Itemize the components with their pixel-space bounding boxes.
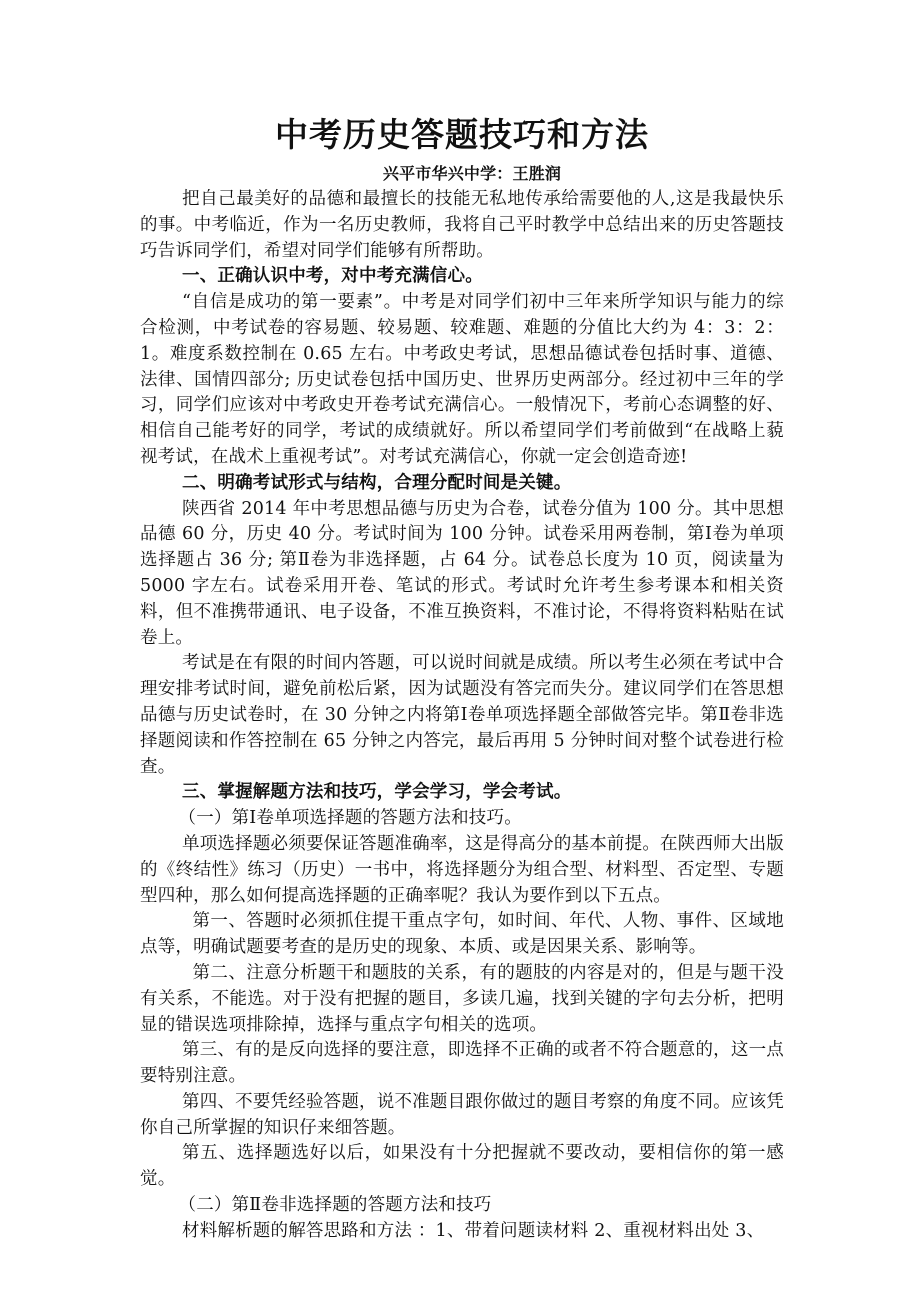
document-title: 中考历史答题技巧和方法: [275, 115, 649, 154]
intro-paragraph: 把自己最美好的品德和最擅长的技能无私地传承给需要他的人,这是我最快乐的事。中考临近，作为一名历史教师，我将自己平时教学中总结出来的历史答题技巧告诉同学们，希望对同学们能够有所帮助。: [140, 189, 784, 261]
section-3-subheading-1: （一）第Ⅰ卷单项选择题的答题方法和技巧。: [178, 808, 522, 829]
tip-5: 第五、选择题选好以后，如果没有十分把握就不要改动，要相信你的第一感觉。: [140, 1143, 784, 1190]
section-3-subheading-2: （二）第Ⅱ卷非选择题的答题方法和技巧: [178, 1195, 492, 1216]
section-2-paragraph-1: 陕西省 2014 年中考思想品德与历史为合卷，试卷分值为 100 分。其中思想品德 60 分，历史 40 分。考试时间为 100 分钟。试卷采用两卷制，第Ⅰ卷为单项选择题占 36 分; 第Ⅱ卷为非选择题，占 64 分。试卷总长度为 10 页，阅读量为 5000 字左右。试卷采用开卷、笔试的形式。考试时允许考生参考课本和相关资料，但不准携带通讯、电子设备，不准互换资料，不准讨论，不得将资料粘贴在试卷上。: [140, 498, 784, 648]
section-3-paragraph-2: 材料解析题的解答思路和方法 ：1、带着问题读材料 2、重视材料出处 3、: [182, 1220, 765, 1241]
section-2-heading: 二、明确考试形式与结构，合理分配时间是关键。: [182, 472, 572, 493]
section-1-paragraph: “自信是成功的第一要素”。中考是对同学们初中三年来所学知识与能力的综合检测，中考试卷的容易题、较易题、较难题、难题的分值比大约为 4：3：2：1。难度系数控制在 0.65 左右。中考政史考试，思想品德试卷包括时事、道德、法律、国情四部分; 历史试卷包括中国历史、世界历史两部分。经过初中三年的学习，同学们应该对中考政史开卷考试充满信心。一般情况下，考前心态调整的好、相信自己能考好的同学，考试的成绩就好。所以希望同学们考前做到“在战略上藐视考试，在战术上重视考试”。对考试充满信心，你就一定会创造奇迹!: [140, 292, 784, 467]
tip-3: 第三、有的是反向选择的要注意，即选择不正确的或者不符合题意的，这一点要特别注意。: [140, 1040, 784, 1087]
tip-2: 第二、注意分析题干和题肢的关系，有的题肢的内容是对的，但是与题干没有关系，不能选。对于没有把握的题目，多读几遍，找到关键的字句去分析，把明显的错误选项排除掉，选择与重点字句相关的选项。: [140, 962, 784, 1035]
section-3-heading: 三、掌握解题方法和技巧，学会学习，学会考试。: [182, 782, 572, 803]
section-1-heading: 一、正确认识中考，对中考充满信心。: [182, 266, 483, 287]
section-3-paragraph-1: 单项选择题必须要保证答题准确率，这是得高分的基本前提。在陕西师大出版的《终结性》练习（历史）一书中，将选择题分为组合型、材料型、否定型、专题型四种，那么如何提高选择题的正确率呢？我认为要作到以下五点。: [140, 833, 784, 906]
author-byline: 兴平市华兴中学：王胜润: [382, 164, 562, 183]
document-page: [140, 112, 784, 1245]
section-2-paragraph-2: 考试是在有限的时间内答题，可以说时间就是成绩。所以考生必须在考试中合理安排考试时间，避免前松后紧，因为试题没有答完而失分。建议同学们在答思想品德与历史试卷时，在 30 分钟之内将第Ⅰ卷单项选择题全部做答完毕。第Ⅱ卷非选择题阅读和作答控制在 65 分钟之内答完，最后再用 5 分钟时间对整个试卷进行检查。: [140, 653, 784, 777]
tip-1: 第一、答题时必须抓住提干重点字句，如时间、年代、人物、事件、区域地点等，明确试题要考查的是历史的现象、本质、或是因果关系、影响等。: [140, 911, 784, 958]
tip-4: 第四、不要凭经验答题，说不准题目跟你做过的题目考察的角度不同。应该凭你自己所掌握的知识仔来细答题。: [140, 1091, 784, 1138]
